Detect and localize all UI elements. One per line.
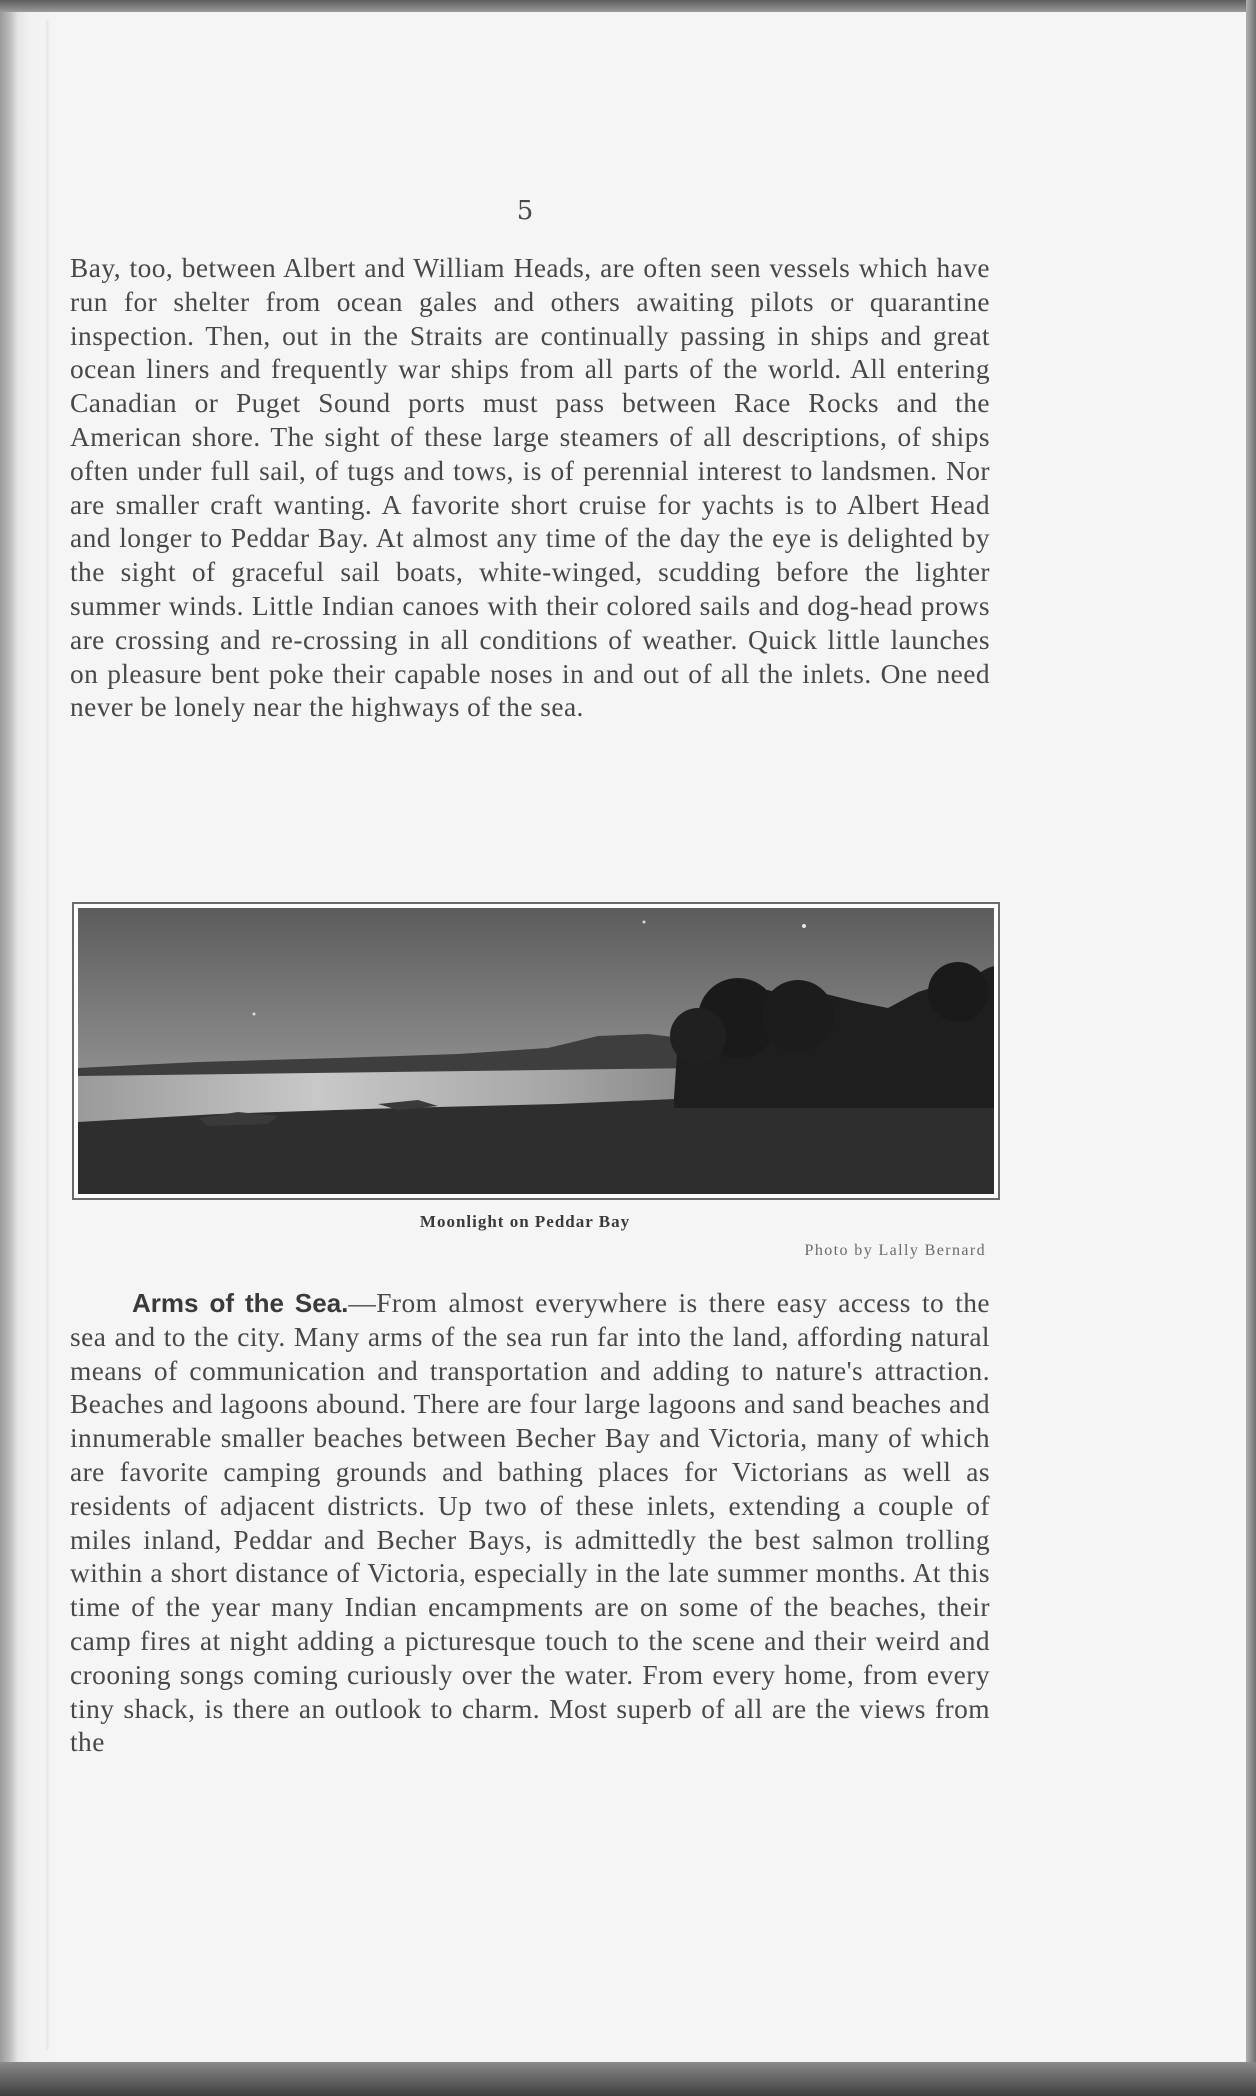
photo-star xyxy=(253,1013,256,1016)
body-paragraph-2 xyxy=(70,1287,990,1760)
photo-tree-crown-4 xyxy=(928,962,988,1022)
photo-star xyxy=(802,924,806,928)
scan-bottom-edge xyxy=(0,2062,1256,2096)
binding-shadow xyxy=(46,20,50,2050)
moonlight-photo xyxy=(78,908,994,1194)
scan-right-edge xyxy=(1246,0,1256,2096)
page-number: 5 xyxy=(516,196,534,226)
scan-top-edge xyxy=(0,0,1256,12)
photo-tree-crown-3 xyxy=(670,1008,726,1064)
photo-star xyxy=(643,921,646,924)
heading-dash: — xyxy=(348,1288,377,1318)
body-paragraph-1: Bay, too, between Albert and William Heads, are often seen vessels which have run for shelter from ocean gales and others awaiting pilots or quarantine inspection. Then, out in the Straits are continually passing in ships and great ocean liners and frequently war ships from all parts of the world. All entering Canadian or Puget Sound ports must pass between Race Rocks and the American shore. The sight of these large steamers of all descriptions, of ships often under full sail, of tugs and tows, is of perennial interest to landsmen. Nor are smaller craft wanting. A favorite short cruise for yachts is to Albert Head and longer to Peddar Bay. At almost any time of the day the eye is delighted by the sight of graceful sail boats, white-winged, scudding before the lighter summer winds. Little Indian canoes with their colored sails and dog-head prows are crossing and re-crossing in all conditions of weather. Quick little launches on pleasure bent poke their capable noses in and out of all the inlets. One need never be lonely near the highways of the sea. xyxy=(70,253,990,723)
photo-credit: Photo by Lally Bernard xyxy=(804,1242,986,1259)
photo-tree-crown-2 xyxy=(762,980,834,1052)
photo-figure xyxy=(72,902,1000,1200)
section-body-text: From almost everywhere is there easy access to the sea and to the city. Many arms of the sea run far into the land, affording natural means of communication and transportation and adding to nature's attraction. Beaches and lagoons abound. There are four large lagoons and sand beaches and innumerable smaller beaches between Becher Bay and Victoria, many of which are favorite camping grounds and bathing places for Victorians as well as residents of adjacent districts. Up two of these inlets, extending a couple of miles inland, Peddar and Becher Bays, is admittedly the best salmon trolling within a short distance of Victoria, especially in the late summer months. At this time of the year many Indian encampments are on some of the beaches, their camp fires at night adding a picturesque touch to the scene and their weird and crooning songs coming curiously over the water. From every home, from every tiny shack, is there an outlook to charm. Most superb of all are the views from the xyxy=(70,1288,991,1758)
photo-caption: Moonlight on Peddar Bay xyxy=(419,1212,631,1231)
section-heading: Arms of the Sea. xyxy=(132,1288,349,1318)
